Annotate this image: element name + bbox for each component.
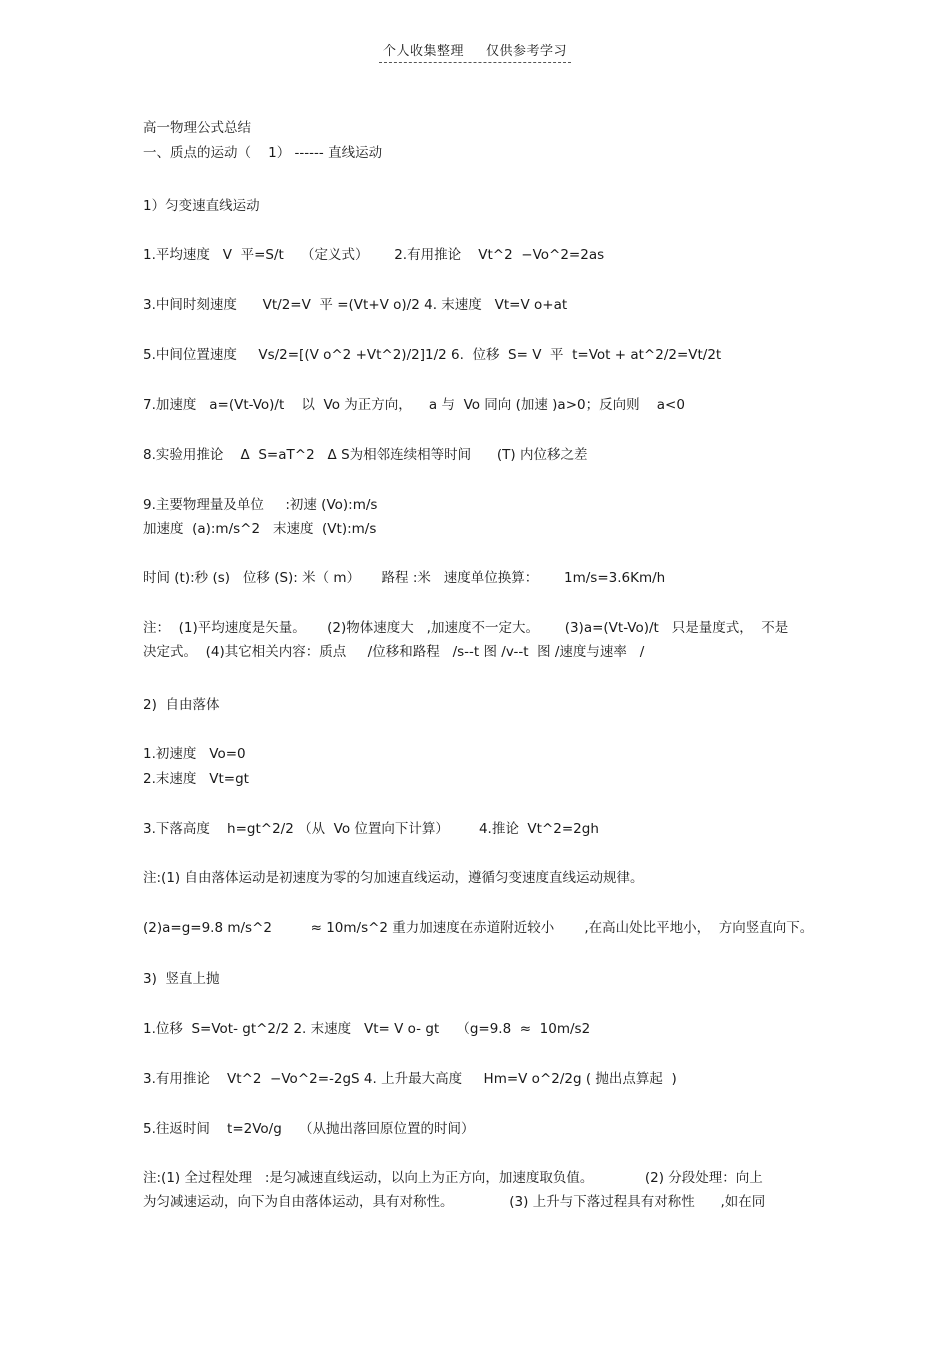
text-line: 5.往返时间 t=2Vo/g （从抛出落回原位置的时间）	[143, 1121, 475, 1137]
text-line: (2)a=g=9.8 m/s^2 ≈ 10m/s^2 重力加速度在赤道附近较小 ,在高山处比平地小， 方向竖直向下。	[143, 920, 814, 936]
subsection-heading: 1）匀变速直线运动	[143, 198, 260, 214]
text-line: 1.平均速度 V 平=S/t （定义式） 2.有用推论 Vt^2 −Vo^2=2as	[143, 247, 605, 263]
doc-title: 高一物理公式总结	[143, 120, 251, 136]
text-line: 3.中间时刻速度 Vt/2=V 平 =(Vt+V o)/2 4. 末速度 Vt=V o+at	[143, 297, 568, 313]
subsection-heading: 2) 自由落体	[143, 697, 220, 713]
header-right-text: 仅供参考学习	[486, 44, 568, 59]
text-line: 9.主要物理量及单位 :初速 (Vo):m/s	[143, 497, 378, 513]
subsection-heading: 3) 竖直上抛	[143, 971, 220, 987]
text-line: 注:(1) 全过程处理 :是匀减速直线运动，以向上为正方向，加速度取负值。 (2) 分段处理：向上	[143, 1170, 763, 1186]
text-line: 2.末速度 Vt=gt	[143, 771, 249, 787]
text-line: 1.位移 S=Vot- gt^2/2 2. 末速度 Vt= V o- gt （g=9.8 ≈ 10m/s2	[143, 1021, 591, 1037]
text-line: 决定式。 (4)其它相关内容：质点 /位移和路程 /s--t 图 /v--t 图 /速度与速率 /	[143, 644, 645, 660]
section-heading: 一、质点的运动（ 1） ------ 直线运动	[143, 145, 383, 161]
text-line: 注:(1) 自由落体运动是初速度为零的匀加速直线运动，遵循匀变速度直线运动规律。	[143, 870, 644, 886]
text-line: 3.下落高度 h=gt^2/2 （从 Vo 位置向下计算） 4.推论 Vt^2=2gh	[143, 821, 599, 837]
text-line: 8.实验用推论 Δ S=aT^2 Δ S为相邻连续相等时间 (T) 内位移之差	[143, 447, 588, 463]
text-line: 5.中间位置速度 Vs/2=[(V o^2 +Vt^2)/2]1/2 6. 位移 S= V 平 t=Vot + at^2/2=Vt/2t	[143, 347, 722, 363]
text-line: 注： (1)平均速度是矢量。 (2)物体速度大 ,加速度不一定大。 (3)a=(Vt-Vo)/t 只是量度式， 不是	[143, 620, 789, 636]
text-line: 3.有用推论 Vt^2 −Vo^2=-2gS 4. 上升最大高度 Hm=V o^2/2g ( 抛出点算起 )	[143, 1071, 677, 1087]
text-line: 7.加速度 a=(Vt-Vo)/t 以 Vo 为正方向， a 与 Vo 同向 (加速 )a>0；反向则 a<0	[143, 397, 685, 413]
text-line: 为匀减速运动，向下为自由落体运动，具有对称性。 (3) 上升与下落过程具有对称性 ,如在同	[143, 1194, 766, 1210]
text-line: 加速度 (a):m/s^2 末速度 (Vt):m/s	[143, 521, 377, 537]
text-line: 时间 (t):秒 (s) 位移 (S): 米（ m） 路程 :米 速度单位换算： 1m/s=3.6Km/h	[143, 570, 666, 586]
header-left-text: 个人收集整理	[382, 44, 464, 59]
page-header	[0, 40, 950, 63]
header-underline	[379, 40, 571, 63]
text-line: 1.初速度 Vo=0	[143, 746, 246, 762]
